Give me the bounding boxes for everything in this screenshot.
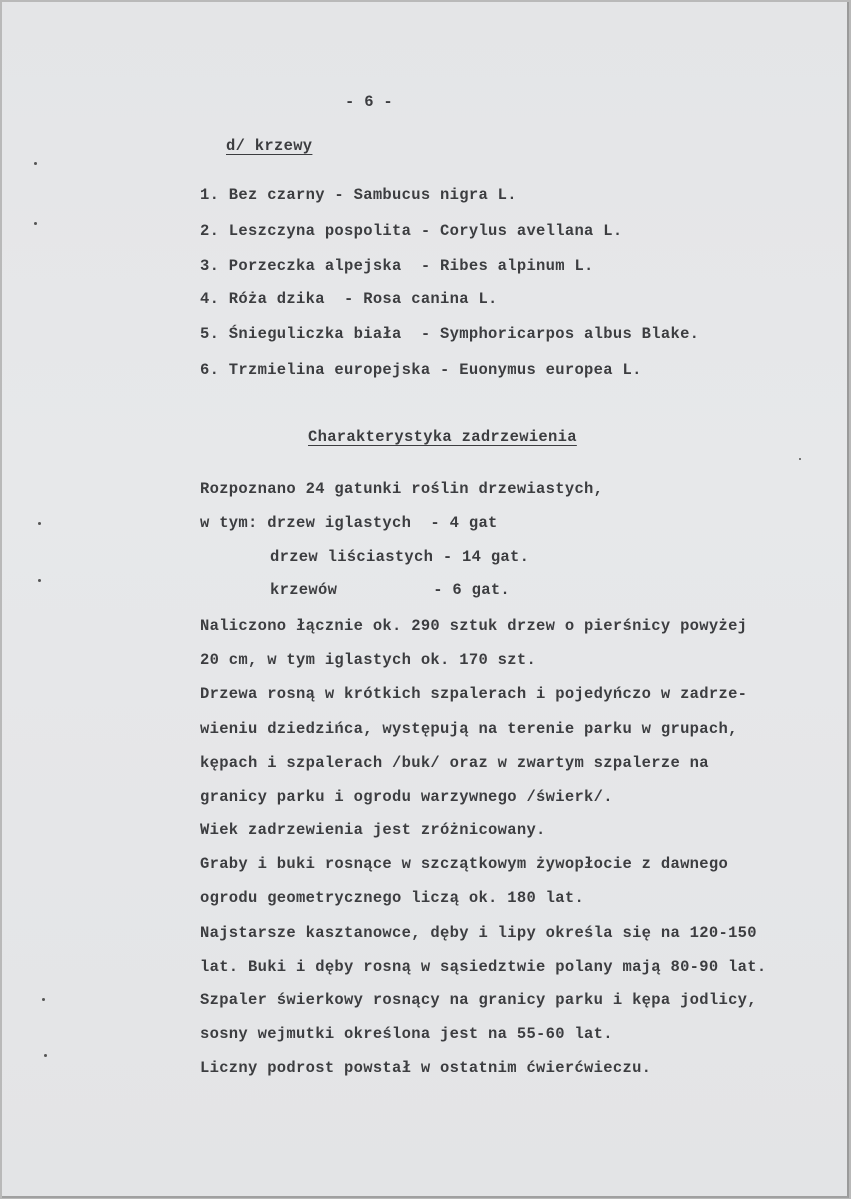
list-item: 5. Śnieguliczka biała - Symphoricarpos albus Blake. (200, 325, 700, 343)
list-item: 3. Porzeczka alpejska - Ribes alpinum L. (200, 257, 594, 275)
document-page (2, 2, 849, 1198)
page-number: - 6 - (345, 93, 394, 111)
body-line: Szpaler świerkowy rosnący na granicy parku i kępa jodlicy, (200, 991, 757, 1009)
scan-mark (34, 162, 37, 165)
list-item: 1. Bez czarny - Sambucus nigra L. (200, 186, 517, 204)
body-line: granicy parku i ogrodu warzywnego /świerk/. (200, 788, 613, 806)
body-line: ogrodu geometrycznego liczą ok. 180 lat. (200, 889, 585, 907)
section-heading-shrubs: d/ krzewy (226, 137, 313, 155)
summary-intro: Rozpoznano 24 gatunki roślin drzewiastych, (200, 480, 604, 498)
list-item: 2. Leszczyna pospolita - Corylus avellana L. (200, 222, 623, 240)
list-item: 6. Trzmielina europejska - Euonymus europea L. (200, 361, 642, 379)
body-line: Graby i buki rosnące w szczątkowym żywopłocie z dawnego (200, 855, 729, 873)
scan-mark (799, 458, 801, 460)
body-line: Najstarsze kasztanowce, dęby i lipy określa się na 120-150 (200, 924, 757, 942)
summary-conifers: w tym: drzew iglastych - 4 gat (200, 514, 498, 532)
list-item: 4. Róża dzika - Rosa canina L. (200, 290, 498, 308)
scan-mark (42, 998, 45, 1001)
body-line: lat. Buki i dęby rosną w sąsiedztwie polany mają 80-90 lat. (200, 958, 767, 976)
scan-mark (38, 522, 41, 525)
scan-mark (34, 222, 37, 225)
body-line: Naliczono łącznie ok. 290 sztuk drzew o pierśnicy powyżej (200, 617, 748, 635)
summary-deciduous: drzew liściastych - 14 gat. (270, 548, 530, 566)
summary-shrubs: krzewów - 6 gat. (270, 581, 511, 599)
scan-mark (38, 579, 41, 582)
body-line: Wiek zadrzewienia jest zróżnicowany. (200, 821, 546, 839)
body-line: 20 cm, w tym iglastych ok. 170 szt. (200, 651, 537, 669)
body-line: Drzewa rosną w krótkich szpalerach i pojedyńczo w zadrze- (200, 685, 748, 703)
characteristics-heading: Charakterystyka zadrzewienia (308, 428, 577, 446)
body-line: sosny wejmutki określona jest na 55-60 lat. (200, 1025, 613, 1043)
body-line: Liczny podrost powstał w ostatnim ćwierćwieczu. (200, 1059, 652, 1077)
body-line: wieniu dziedzińca, występują na terenie parku w grupach, (200, 720, 738, 738)
body-line: kępach i szpalerach /buk/ oraz w zwartym szpalerze na (200, 754, 709, 772)
scan-mark (44, 1054, 47, 1057)
